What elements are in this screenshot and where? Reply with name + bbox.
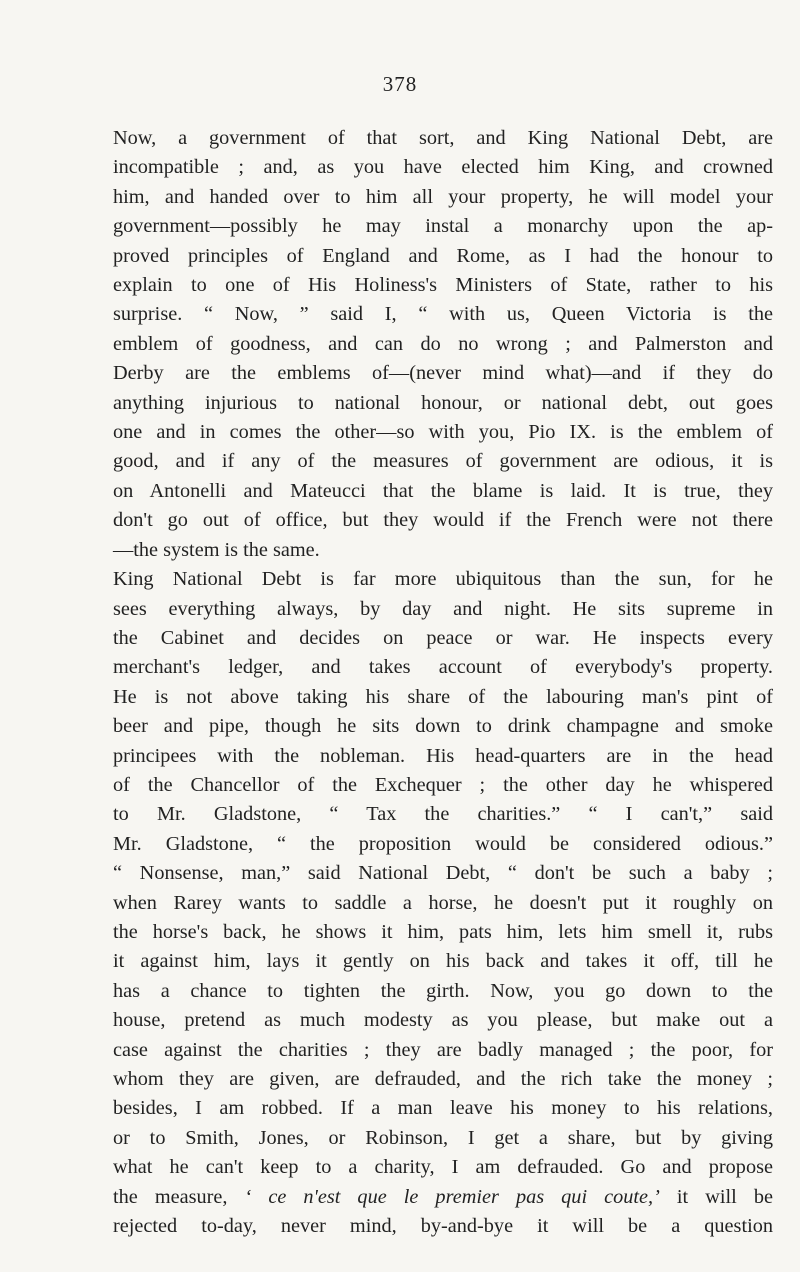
text-line: the horse's back, he shows it him, pats him, lets him smell it, rubs bbox=[113, 920, 773, 943]
text-line: emblem of goodness, and can do no wrong ; and Palmerston and bbox=[113, 332, 773, 355]
text-line: to Mr. Gladstone, “ Tax the charities.” “ I can't,” said bbox=[113, 803, 773, 826]
text-fragment: the measure, bbox=[113, 1185, 245, 1208]
italic-quotation: ‘ ce n'est que le premier pas qui coute,’ bbox=[244, 1185, 660, 1208]
text-line: explain to one of His Holiness's Ministers of State, rather to his bbox=[113, 274, 773, 297]
text-line: on Antonelli and Mateucci that the blame is laid. It is true, they bbox=[113, 479, 773, 502]
text-line: sees everything always, by day and night. He sits supreme in bbox=[113, 597, 773, 620]
text-line: whom they are given, are defrauded, and the rich take the money ; bbox=[113, 1068, 773, 1090]
text-line: Derby are the emblems of—(never mind what)—and if they do bbox=[113, 362, 773, 385]
text-fragment: it will be bbox=[659, 1185, 773, 1208]
text-line: Now, a government of that sort, and King National Debt, are bbox=[113, 127, 773, 149]
text-line: surprise. “ Now, ” said I, “ with us, Queen Victoria is the bbox=[113, 303, 773, 326]
text-line: one and in comes the other—so with you, Pio IX. is the emblem of bbox=[113, 421, 773, 444]
text-line: of the Chancellor of the Exchequer ; the other day he whispered bbox=[113, 773, 773, 796]
text-line: the Cabinet and decides on peace or war. He inspects every bbox=[113, 626, 773, 649]
text-line: government—possibly he may instal a monarchy upon the ap- bbox=[113, 215, 773, 238]
text-line: it against him, lays it gently on his back and takes it off, till he bbox=[113, 950, 773, 973]
text-line: Mr. Gladstone, “ the proposition would be considered odious.” bbox=[113, 832, 773, 855]
text-line: or to Smith, Jones, or Robinson, I get a share, but by giving bbox=[113, 1126, 773, 1149]
text-line: King National Debt is far more ubiquitous than the sun, for he bbox=[113, 568, 773, 591]
text-line: He is not above taking his share of the labouring man's pint of bbox=[113, 685, 773, 708]
text-line: rejected to-day, never mind, by-and-bye it will be a question bbox=[113, 1215, 773, 1238]
text-line: has a chance to tighten the girth. Now, you go down to the bbox=[113, 979, 773, 1002]
text-line: merchant's ledger, and takes account of everybody's property. bbox=[113, 656, 773, 679]
text-line-with-italic bbox=[113, 1183, 773, 1212]
text-line: beer and pipe, though he sits down to drink champagne and smoke bbox=[113, 715, 773, 738]
page-number: 378 bbox=[382, 72, 418, 96]
text-line: —the system is the same. bbox=[113, 538, 320, 561]
body-text bbox=[113, 124, 773, 1241]
text-line: “ Nonsense, man,” said National Debt, “ don't be such a baby ; bbox=[113, 862, 773, 885]
text-line: case against the charities ; they are badly managed ; the poor, for bbox=[113, 1038, 773, 1061]
text-line: him, and handed over to him all your property, he will model your bbox=[113, 185, 773, 208]
text-line: proved principles of England and Rome, as I had the honour to bbox=[113, 244, 773, 267]
text-line: besides, I am robbed. If a man leave his money to his relations, bbox=[113, 1097, 773, 1120]
text-line: what he can't keep to a charity, I am defrauded. Go and propose bbox=[113, 1156, 773, 1179]
text-line: anything injurious to national honour, or national debt, out goes bbox=[113, 391, 773, 414]
text-line: good, and if any of the measures of government are odious, it is bbox=[113, 450, 773, 473]
text-line: don't go out of office, but they would if the French were not there bbox=[113, 509, 773, 532]
text-line: principees with the nobleman. His head-quarters are in the head bbox=[113, 744, 773, 767]
text-line: house, pretend as much modesty as you please, but make out a bbox=[113, 1009, 773, 1032]
text-line: when Rarey wants to saddle a horse, he doesn't put it roughly on bbox=[113, 891, 773, 914]
text-line: incompatible ; and, as you have elected him King, and crowned bbox=[113, 156, 773, 179]
